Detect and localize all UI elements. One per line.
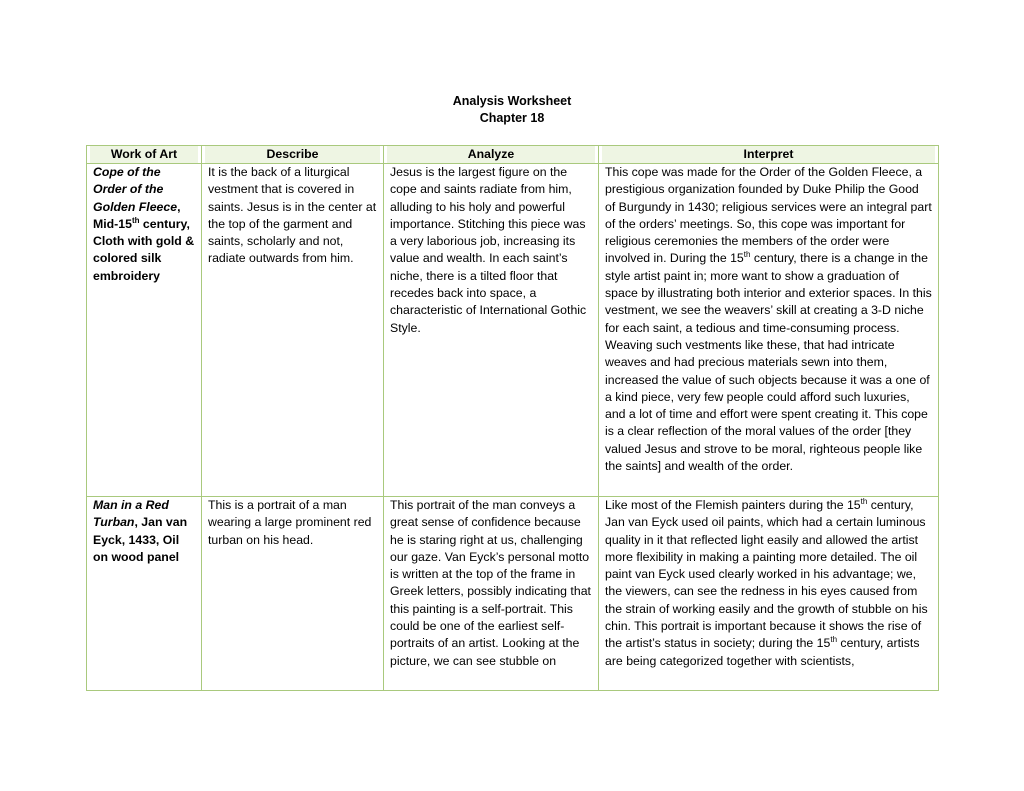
analyze-cell: Jesus is the largest figure on the cope and saints radiate from him, alluding to his holy and powerful importance. Stitching this piece was a very laborious job, increasing its value and wealth. In each saint’s niche, there is a tilted floor that recedes back into space, a characteristic of International Gothic Style. [384,164,599,497]
table-row [87,497,939,691]
table-header-row [87,146,939,164]
interpret-text-rest: century, artists are being categorized together with scientists, [605,636,920,668]
interpret-text: Like most of the Flemish painters during the 15 [605,498,861,512]
work-of-art-cell [87,497,202,691]
ordinal-suffix: th [131,215,140,225]
column-header-interpret: Interpret [599,146,939,164]
worksheet-title-block [0,93,1024,127]
work-title: Man in a Red Turban [93,498,169,530]
work-details: , Jan van Eyck, 1433, Oil on wood panel [93,515,188,564]
describe-cell: It is the back of a liturgical vestment that is covered in saints. Jesus is in the center at the top of the garment and saints, scholarly and not, radiate outwards from him. [202,164,384,497]
work-title: Cope of the Order of the Golden Fleece [93,165,178,214]
analyze-cell: This portrait of the man conveys a great sense of confidence because he is staring right at us, challenging our gaze. Van Eyck’s personal motto is written at the top of the frame in Greek letters, possibly indicating that this painting is a self-portrait. This could be one of the earliest self-portraits of an artist. Looking at the picture, we can see stubble on [384,497,599,691]
interpret-text-rest: century, there is a change in the style artist paint in; more want to show a graduation of space by illustrating both interior and exterior spaces. In this vestment, we see the weavers’ skill at creating a 3-D niche for each saint, a tedious and time-consuming process. Weaving such vestments like these, that had intricate weaves and had precious materials sewn into them, increased the value of such objects because it was a one of a kind piece, very few people could afford such luxuries, and a lot of time and effort were spent creating it. This cope is a clear reflection of the moral values of the order [they valued Jesus and strove to be moral, righteous people like the saints] and wealth of the order. [605,251,932,474]
worksheet-chapter: Chapter 18 [479,111,545,125]
interpret-cell [599,497,939,691]
interpret-text-middle: century, Jan van Eyck used oil paints, which had a certain luminous quality in it that reflected light easily and allowed the artist more flexibility in making a painting more detailed. The oil paint van Eyck used clearly worked in his advantage; we, the viewers, can see the redness in his eyes caused from the strain of working easily and the growth of stubble on his chin. This portrait is important because it shows the rise of the artist’s status in society; during the 15 [605,498,928,651]
work-details: , Mid-15 [93,199,181,231]
ordinal-suffix: th [830,635,838,645]
analysis-table [86,145,939,691]
column-header-describe: Describe [202,146,384,164]
table-row [87,164,939,497]
describe-cell: This is a portrait of a man wearing a large prominent red turban on his head. [202,497,384,691]
work-details-rest: century, Cloth with gold & colored silk embroidery [93,216,195,283]
interpret-cell [599,164,939,497]
interpret-text: This cope was made for the Order of the Golden Fleece, a prestigious organization founded by Duke Philip the Good of Burgundy in 1430; religious services were an integral part of the orders’ meetings. So, this cope was important for religious ceremonies the members of the order were involved in. During the 15 [605,165,932,266]
work-of-art-cell [87,164,202,497]
column-header-work-of-art: Work of Art [87,146,202,164]
column-header-analyze: Analyze [384,146,599,164]
ordinal-suffix: th [743,250,751,260]
ordinal-suffix: th [860,496,868,506]
worksheet-title: Analysis Worksheet [452,94,572,108]
